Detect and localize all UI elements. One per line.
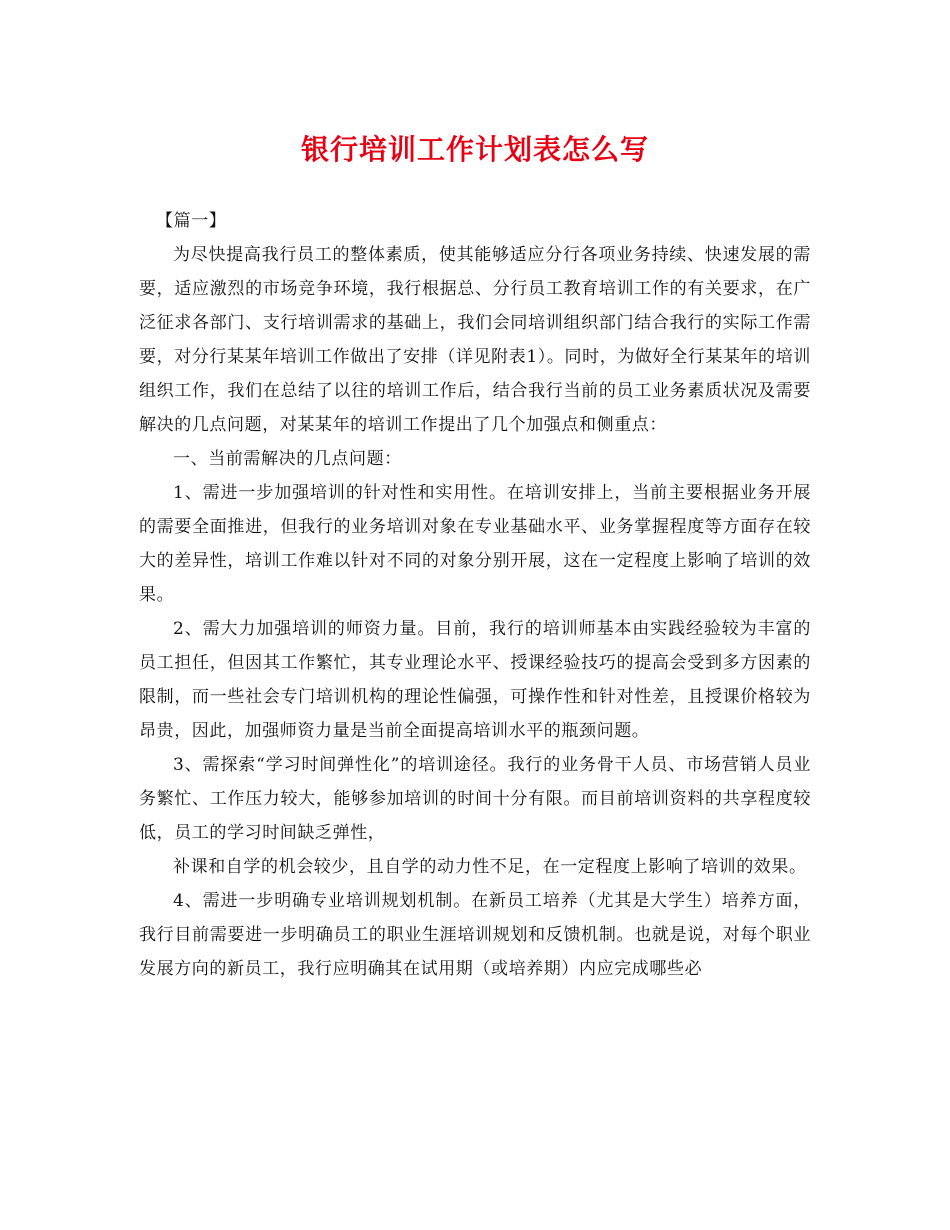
document-title: 银行培训工作计划表怎么写	[300, 133, 649, 166]
paragraph-item-4: 4、需进一步明确专业培训规划机制。在新员工培养（尤其是大学生）培养方面，我行目前需要进一步明确员工的职业生涯培训规划和反馈机制。也就是说，对每个职业发展方向的新员工，我行应明确其在试用期（或培养期）内应完成哪些必	[139, 891, 811, 979]
document-body	[139, 204, 811, 986]
paragraph-heading-problems: 一、当前需解决的几点问题：	[173, 449, 402, 469]
paragraph-item-3-continued: 补课和自学的机会较少，且自学的动力性不足，在一定程度上影响了培训的效果。	[173, 857, 807, 877]
section-label: 【篇一】	[156, 211, 227, 231]
paragraph-item-3: 3、需探索“学习时间弹性化”的培训途径。我行的业务骨干人员、市场营销人员业务繁忙、工作压力较大，能够参加培训的时间十分有限。而目前培训资料的共享程度较低，员工的学习时间缺乏弹性，	[139, 755, 811, 843]
paragraph-item-1: 1、需进一步加强培训的针对性和实用性。在培训安排上，当前主要根据业务开展的需要全面推进，但我行的业务培训对象在专业基础水平、业务掌握程度等方面存在较大的差异性，培训工作难以针对不同的对象分别开展，这在一定程度上影响了培训的效果。	[139, 483, 811, 605]
paragraph-intro: 为尽快提高我行员工的整体素质，使其能够适应分行各项业务持续、快速发展的需要，适应激烈的市场竞争环境，我行根据总、分行员工教育培训工作的有关要求，在广泛征求各部门、支行培训需求的基础上，我们会同培训组织部门结合我行的实际工作需要，对分行某某年培训工作做出了安排（详见附表1）。同时，为做好全行某某年的培训组织工作，我们在总结了以往的培训工作后，结合我行当前的员工业务素质状况及需要解决的几点问题，对某某年的培训工作提出了几个加强点和侧重点：	[139, 245, 811, 435]
paragraph-item-2: 2、需大力加强培训的师资力量。目前，我行的培训师基本由实践经验较为丰富的员工担任，但因其工作繁忙，其专业理论水平、授课经验技巧的提高会受到多方因素的限制，而一些社会专门培训机构的理论性偏强，可操作性和针对性差，且授课价格较为昂贵，因此，加强师资力量是当前全面提高培训水平的瓶颈问题。	[139, 619, 811, 741]
